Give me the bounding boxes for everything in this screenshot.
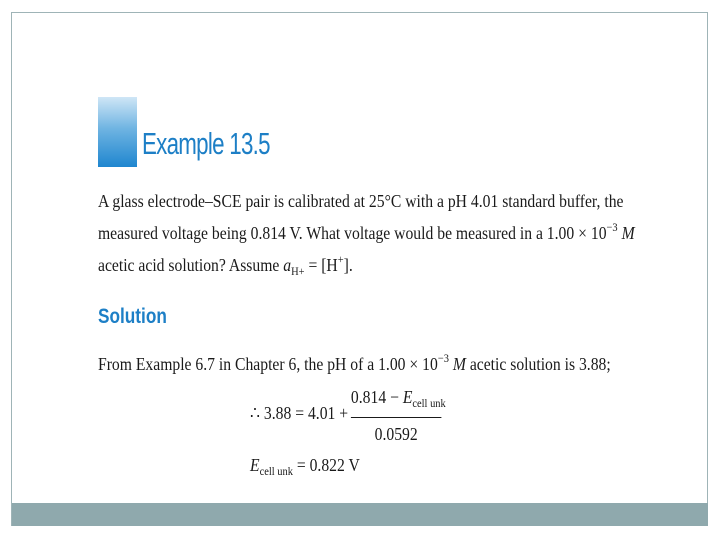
problem-statement	[98, 188, 635, 284]
numerator-E: E	[402, 387, 413, 407]
solution-heading: Solution	[98, 305, 167, 328]
equation-2-subscript: cell unk	[259, 464, 293, 478]
equation-1-lhs: ∴ 3.88 = 4.01 +	[250, 403, 349, 423]
problem-line-3-eq: = [H	[304, 255, 338, 275]
problem-line-2-text: measured voltage being 0.814 V. What voltage would be measured in a 1.00 × 10	[98, 223, 607, 243]
example-title: Example 13.5	[142, 126, 270, 161]
equation-2-E: E	[250, 455, 260, 475]
numerator-text: 0.814 −	[350, 387, 403, 407]
bottom-bar	[12, 503, 708, 526]
problem-exponent: −3	[606, 220, 618, 234]
fraction-denominator: 0.0592	[374, 424, 418, 444]
equation-1-fraction	[350, 385, 446, 446]
solution-line-end: acetic solution is 3.88;	[465, 354, 611, 374]
example-badge-block	[98, 97, 137, 167]
fraction-numerator	[350, 385, 446, 415]
solution-exponent: −3	[437, 351, 449, 365]
numerator-subscript: cell unk	[412, 396, 446, 410]
solution-molarity-symbol: M	[452, 354, 466, 374]
activity-symbol: a	[283, 255, 292, 275]
fraction-bar	[351, 417, 441, 418]
activity-subscript: H+	[291, 264, 305, 278]
molarity-symbol: M	[621, 223, 635, 243]
problem-line-2	[98, 214, 635, 246]
hydrogen-charge: +	[337, 252, 344, 266]
equation-2-rhs: = 0.822 V	[292, 455, 360, 475]
problem-line-1: A glass electrode–SCE pair is calibrated at 25°C with a pH 4.01 standard buffer, the	[98, 191, 624, 211]
problem-line-3-text: acetic acid solution? Assume	[98, 255, 284, 275]
equation-2	[250, 455, 360, 479]
solution-line	[98, 351, 611, 375]
problem-line-3	[98, 246, 585, 284]
solution-line-text: From Example 6.7 in Chapter 6, the pH of a 1.00 × 10	[98, 354, 438, 374]
problem-line-3-end: ].	[343, 255, 353, 275]
